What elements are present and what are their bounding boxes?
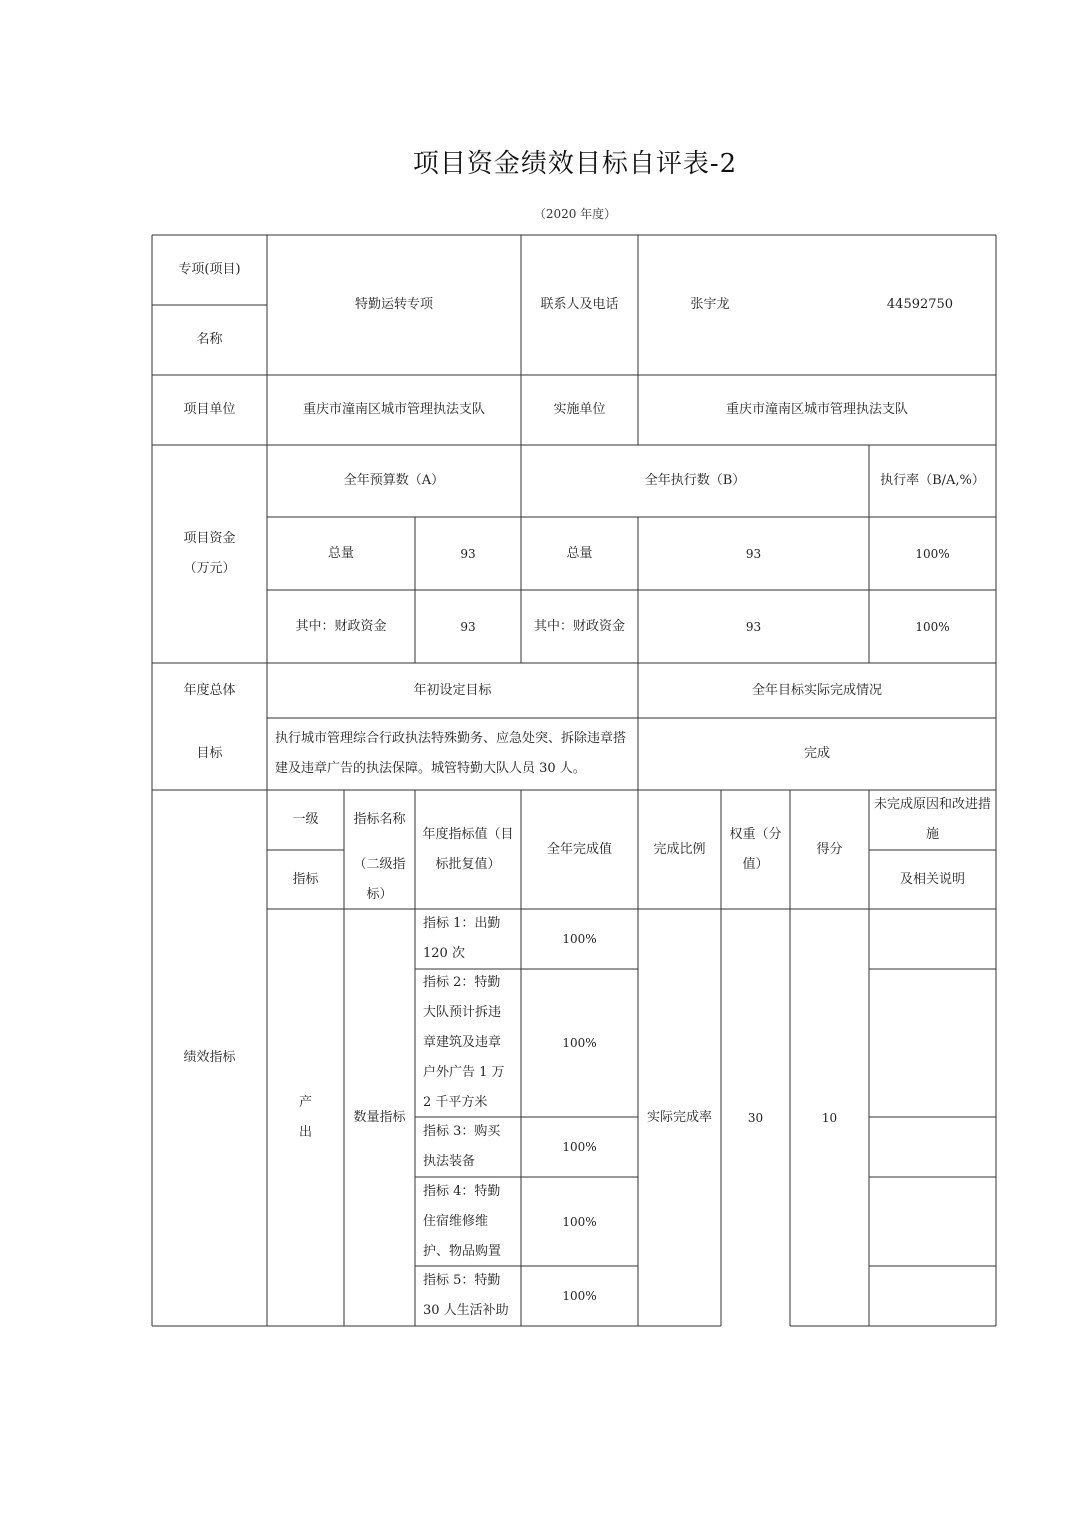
project-name-label-line2: 名称 [196, 332, 223, 347]
document-title: 项目资金绩效目标自评表-2 [412, 149, 738, 179]
performance-label: 绩效指标 [183, 1050, 236, 1065]
execution-rate-header: 执行率（B/A,%） [880, 473, 985, 488]
project-name-label-line1: 专项(项目) [178, 262, 241, 277]
contact-name: 张宇龙 [690, 297, 730, 312]
initial-goal-header: 年初设定目标 [413, 682, 492, 698]
complete-value-header: 全年完成值 [546, 841, 612, 857]
reason-header-line1: 未完成原因和改进措施 [873, 797, 991, 842]
total-budget-label: 总量 [327, 545, 354, 561]
indicator-5-value: 100% [562, 1289, 597, 1303]
indicator-4-value: 100% [562, 1214, 597, 1229]
annual-goal-label-line2: 目标 [196, 746, 223, 761]
fiscal-exec-value: 93 [745, 619, 762, 634]
annual-value-header: 年度指标值（目标批复值） [422, 826, 514, 872]
ratio-value: 实际完成率 [646, 1109, 712, 1125]
contact-label: 联系人及电话 [540, 297, 619, 312]
actual-goal-header: 全年目标实际完成情况 [751, 682, 882, 698]
indicator-name-header-line1: 指标名称 [353, 812, 406, 827]
score-value: 10 [821, 1110, 838, 1125]
indicator-2-text: 指标 2：特勤大队预计拆违章建筑及违章户外广告 1 万 2 千平方米 [423, 975, 505, 1110]
total-rate-value: 100% [915, 546, 950, 561]
level1-value: 产 出 [298, 1094, 334, 1140]
fiscal-budget-value: 93 [460, 619, 476, 634]
indicator-4-text: 指标 4：特勤住宿维修维护、物品购置 [423, 1183, 502, 1259]
actual-goal-text: 完成 [803, 746, 830, 761]
fiscal-exec-label: 其中：财政资金 [533, 618, 625, 634]
indicator-1-text: 指标 1：出勤 120 次 [423, 916, 501, 961]
level2-value: 数量指标 [353, 1109, 406, 1125]
score-header: 得分 [816, 841, 843, 857]
level1-header-line1: 一级 [292, 812, 319, 827]
project-name-value: 特勤运转专项 [354, 297, 433, 312]
reason-header-line2: 及相关说明 [899, 871, 965, 887]
indicator-5-text: 指标 5：特勤 30 人生活补助 [423, 1273, 509, 1318]
annual-goal-label-line1: 年度总体 [183, 682, 236, 698]
funds-label-line1: 项目资金 [183, 531, 236, 546]
execution-header: 全年执行数（B） [644, 473, 746, 488]
level1-header-line2: 指标 [292, 871, 319, 887]
funds-label-line2: （万元） [183, 561, 236, 576]
weight-header: 权重（分值） [729, 826, 782, 872]
indicator-1-value: 100% [562, 932, 597, 946]
project-unit-label: 项目单位 [183, 402, 236, 417]
project-unit-value: 重庆市潼南区城市管理执法支队 [302, 402, 485, 417]
fiscal-budget-label: 其中：财政资金 [295, 618, 387, 634]
initial-goal-text: 执行城市管理综合行政执法特殊勤务、应急处突、拆除违章搭建及违章广告的执法保障。城管特勤大队人员 30 人。 [275, 731, 627, 776]
indicator-3-text: 指标 3：购买执法装备 [423, 1124, 501, 1169]
total-exec-value: 93 [745, 546, 762, 561]
indicator-name-header-line2: （二级指标） [353, 856, 406, 902]
fiscal-rate-value: 100% [915, 619, 950, 634]
budget-header: 全年预算数（A） [343, 473, 445, 488]
implementing-unit-value: 重庆市潼南区城市管理执法支队 [725, 402, 908, 417]
contact-phone: 44592750 [886, 297, 954, 312]
funds-label [152, 445, 267, 663]
document-year: （2020 年度） [533, 207, 617, 221]
indicator-2-value: 100% [562, 1036, 597, 1050]
implementing-unit-label: 实施单位 [553, 402, 606, 417]
weight-value: 30 [747, 1110, 764, 1125]
indicator-3-value: 100% [562, 1140, 597, 1154]
total-exec-label: 总量 [566, 545, 593, 561]
complete-ratio-header: 完成比例 [653, 841, 706, 857]
total-budget-value: 93 [460, 546, 476, 561]
